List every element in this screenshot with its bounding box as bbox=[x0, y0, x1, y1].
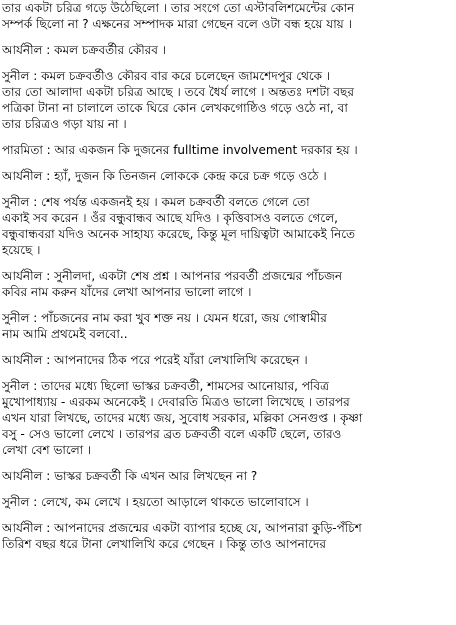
text-line: সম্পর্ক ছিলো না ? এক্ষনের সম্পাদক মারা গেছেন বলে ওটা বন্ধ হয়ে যায় । bbox=[2, 17, 352, 31]
text-line: তার চরিত্রও গড়া যায় না । bbox=[2, 117, 127, 131]
text-line: মুখোপাধ্যায় - এরকম অনেকেই । দেবারতি মিত্রও ভালো লিখেছে । তারপর bbox=[2, 395, 350, 409]
text-line: এখন যারা লিখছে, তাদের মধ্যে জয়, সুবোধ সরকার, মল্লিকা সেনগুপ্ত । কৃষ্ণা bbox=[2, 411, 363, 425]
text-line: পারমিতা : আর একজন কি দুজনের fulltime involvement দরকার হয় । bbox=[2, 143, 358, 157]
text-line: আর্যনীল : কমল চক্রবর্তীর কৌরব । bbox=[2, 43, 167, 57]
text-line: সুনীল : শেষ পর্যন্ত একজনই হয় । কমল চক্রবর্তী বলতে গেলে তো bbox=[2, 195, 310, 209]
text-line: বসু - সেও ভালো লেখে । তারপর ব্রত চক্রবর্তী বলে একটি ছেলে, তারও bbox=[2, 427, 342, 441]
text-line: নাম আমি প্রথমেই বলবো.. bbox=[2, 327, 128, 341]
text-line: তার তো আলাদা একটা চরিত্র আছে । তবে ধৈর্য লাগে । অন্ততঃ দশটা বছর bbox=[2, 85, 354, 99]
text-line: একাই সব করেন । ওঁর বন্ধুবান্ধব আছে যদিও । কৃত্তিবাসও বলতে গেলে, bbox=[2, 211, 338, 225]
text-line: কবির নাম করুন যাঁদের লেখা আপনার ভালো লাগে । bbox=[2, 285, 252, 299]
text-line: সুনীল : কমল চক্রবর্তীও কৌরব বার করে চলেছেন জামশেদপুর থেকে । bbox=[2, 69, 331, 83]
text-line: সুনীল : তাদের মধ্যে ছিলো ভাস্কর চক্রবর্তী, শামসের আনোয়ার, পবিত্র bbox=[2, 379, 329, 393]
text-line: আর্যনীল : ভাস্কর চক্রবর্তী কি এখন আর লিখছেন না ? bbox=[2, 469, 258, 483]
text-line: আর্যনীল : সুনীলদা, একটা শেষ প্রশ্ন । আপনার পরবর্তী প্রজন্মের পাঁচজন bbox=[2, 269, 343, 283]
text-line: আর্যনীল : আপনাদের ঠিক পরে পরেই যাঁরা লেখালিখি করেছেন । bbox=[2, 353, 308, 367]
text-line: হয়েছে । bbox=[2, 243, 41, 257]
text-line: পত্রিকা টানা না চালালে তাকে ঘিরে কোন লেখকগোষ্ঠিও গড়ে ওঠে না, বা bbox=[2, 101, 348, 115]
text-line: তার একটা চরিত্র গড়ে উঠেছিলো । তার সংগে তো এস্টাবলিশমেন্টের কোন bbox=[2, 1, 355, 15]
text-line: লেখা বেশ ভালো । bbox=[2, 443, 92, 457]
text-line: সুনীল : পাঁচজনের নাম করা খুব শক্ত নয় । যেমন ধরো, জয় গোস্বামীর bbox=[2, 311, 327, 325]
text-line: বন্ধুবান্ধবরা যদিও অনেক সাহায্য করেছে, কিন্তু মূল দায়িত্বটা আমাকেই নিতে bbox=[2, 227, 356, 241]
text-line: আর্যনীল : হ্যাঁ, দুজন কি তিনজন লোককে কেন্দ্র করে চক্র গড়ে ওঠে । bbox=[2, 169, 327, 183]
text-line: সুনীল : লেখে, কম লেখে । হয়তো আড়ালে থাকতে ভালোবাসে । bbox=[2, 495, 309, 509]
text-line: আর্যনীল : আপনাদের প্রজন্মের একটা ব্যাপার হচ্ছে যে, আপনারা কুড়ি-পঁচিশ bbox=[2, 521, 362, 535]
text-line: তিরিশ বছর ধরে টানা লেখালিখি করে গেছেন । কিন্তু তাও আপনাদের bbox=[2, 537, 326, 551]
